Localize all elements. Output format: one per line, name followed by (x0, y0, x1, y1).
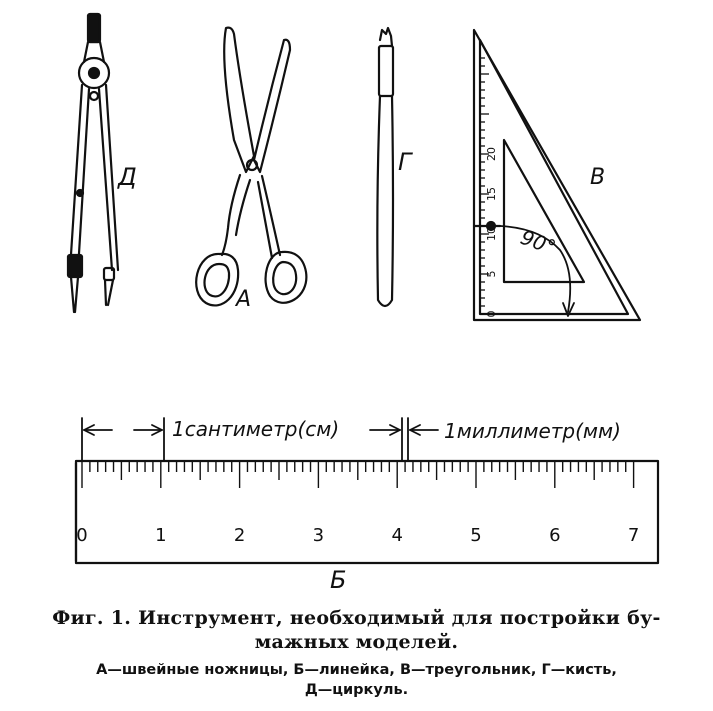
ruler-number: 1 (155, 525, 167, 546)
triangle-scale-number: 15 (485, 187, 498, 201)
ruler-number: 4 (391, 525, 403, 546)
triangle-drawing (474, 30, 640, 320)
ruler-number: 7 (627, 525, 640, 546)
compass-label: Д (118, 163, 137, 191)
triangle-scale-numbers (485, 147, 498, 318)
ruler-label: Б (330, 566, 347, 594)
caption-title-line-2: мажных моделей. (254, 631, 459, 653)
figure-caption-title (0, 606, 713, 654)
ruler-drawing (76, 461, 658, 563)
centimeter-label: 1сантиметр(см) (172, 417, 340, 441)
caption-title-line-1: Фиг. 1. Инструмент, необходимый для постройки бу- (52, 607, 661, 629)
brush-label: Г (398, 148, 412, 176)
ruler-ticks (82, 462, 634, 488)
ruler-number: 3 (312, 525, 325, 546)
triangle-scale-number: 5 (485, 270, 498, 278)
ruler-number: 6 (549, 525, 561, 546)
triangle-scale-number: 10 (485, 227, 498, 241)
ruler-number: 5 (470, 525, 482, 546)
angle-label: 90° (517, 224, 559, 260)
caption-legend-line-1: А—швейные ножницы, Б—линейка, В—треугольник, Г—кисть, (96, 662, 617, 678)
millimeter-label: 1миллиметр(мм) (444, 419, 621, 443)
compass-drawing (68, 14, 118, 312)
brush-drawing (377, 28, 393, 306)
ruler-number: 0 (76, 525, 88, 546)
triangle-scale-number: 20 (485, 147, 498, 161)
ruler-numbers (76, 525, 639, 546)
triangle-label: В (590, 165, 606, 190)
ruler-number: 2 (233, 525, 246, 546)
scissors-drawing (196, 28, 306, 306)
scissors-label: А (236, 287, 252, 312)
triangle-scale-number: 0 (485, 310, 498, 318)
caption-legend-line-2: Д—циркуль. (304, 682, 409, 698)
figure-caption-legend (0, 660, 713, 700)
